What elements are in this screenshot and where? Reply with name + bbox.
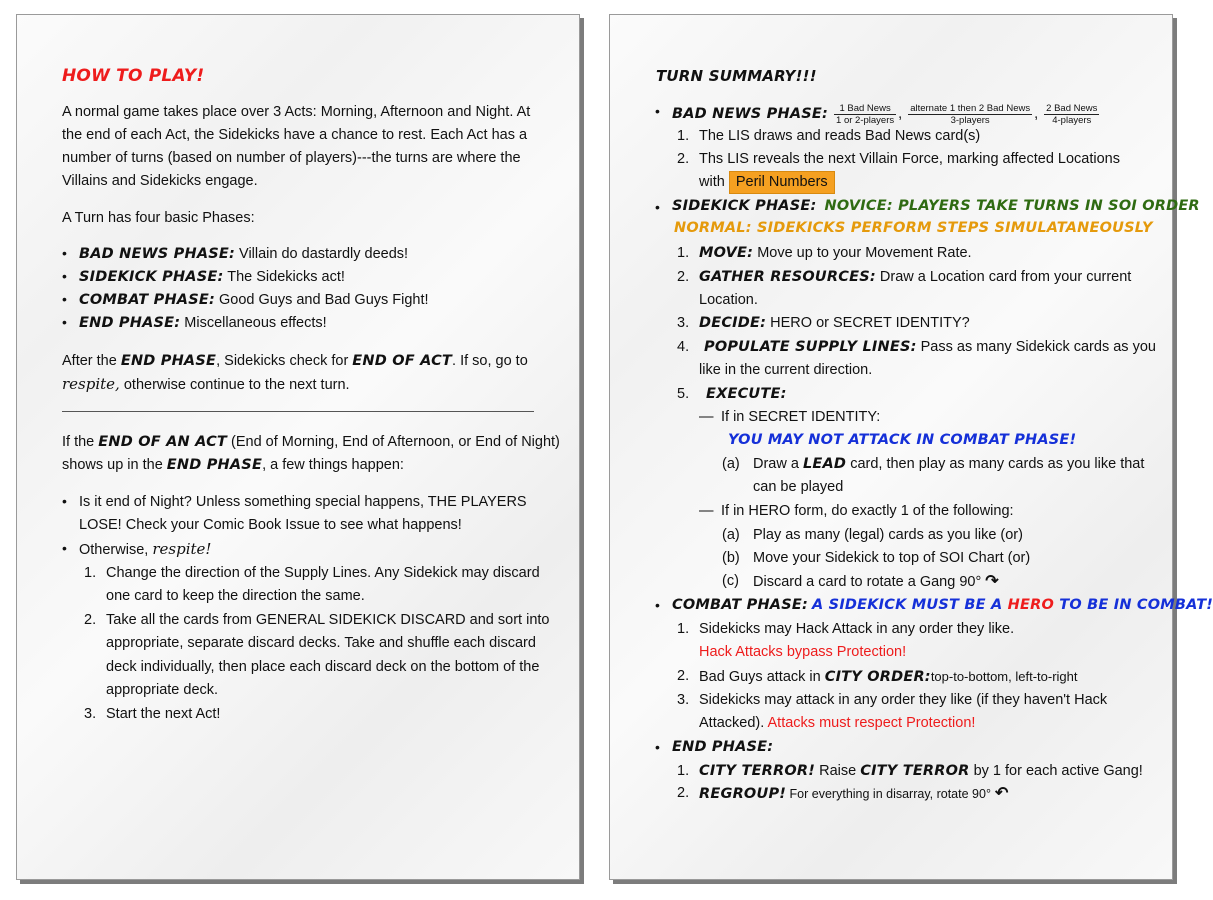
step-text: Take all the cards from GENERAL SIDEKICK DISCARD and sort into bbox=[106, 612, 550, 628]
draw-lead-line: Draw a LEAD card, then play as many cards as you like that bbox=[753, 456, 1145, 472]
step-number: 1. bbox=[677, 621, 690, 637]
combat-step: Sidekicks may attack in any order they like (if they haven't Hack bbox=[699, 692, 1108, 708]
normal-rule: NORMAL: SIDEKICKS PERFORM STEPS SIMULATANEOUSLY bbox=[674, 220, 1153, 236]
phase-desc: Miscellaneous effects! bbox=[180, 315, 327, 331]
move-step: MOVE: Move up to your Movement Rate. bbox=[699, 245, 972, 261]
phase-item bbox=[79, 312, 327, 335]
step-number: 1. bbox=[677, 763, 690, 779]
page-title: TURN SUMMARY!!! bbox=[656, 67, 817, 85]
after-line-2: respite, otherwise continue to the next turn. bbox=[62, 375, 350, 393]
page-title: HOW TO PLAY! bbox=[62, 66, 205, 86]
phase-item bbox=[79, 243, 408, 266]
novice-rule: NOVICE: PLAYERS TAKE TURNS IN SOI ORDER bbox=[824, 198, 1200, 214]
rotate-right-icon: ↷ bbox=[985, 573, 999, 590]
step-number: 2. bbox=[84, 612, 97, 628]
divider bbox=[62, 411, 534, 412]
intro-line: the end of each Act, the Sidekicks have a chance to rest. Each Act has a bbox=[62, 127, 528, 143]
gather-step: GATHER RESOURCES: Draw a Location card from your current bbox=[699, 269, 1132, 285]
step-number: 2. bbox=[677, 668, 690, 684]
step-number: 1. bbox=[677, 128, 690, 144]
phase-desc: Good Guys and Bad Guys Fight! bbox=[214, 292, 429, 308]
step-number: 3. bbox=[677, 315, 690, 331]
step-text: appropriate, separate discard decks. Take and shuffle each discard bbox=[106, 635, 536, 651]
phase-name: COMBAT PHASE: bbox=[79, 292, 215, 308]
bad-news-label: BAD NEWS PHASE: bbox=[672, 106, 829, 122]
intro-line: Villains and Sidekicks engage. bbox=[62, 173, 258, 189]
bullet: • bbox=[655, 739, 660, 755]
sidekick-label: SIDEKICK PHASE: bbox=[672, 198, 817, 214]
combat-step: Sidekicks may Hack Attack in any order they like. bbox=[699, 621, 1015, 637]
end-act-line: If the END OF AN ACT (End of Morning, End of Afternoon, or End of Night) bbox=[62, 434, 560, 450]
execute-step: EXECUTE: bbox=[706, 386, 787, 402]
end-of-act-term: END OF ACT bbox=[352, 353, 453, 369]
city-order-term: CITY ORDER: bbox=[824, 669, 931, 685]
phases-intro: A Turn has four basic Phases: bbox=[62, 210, 255, 226]
option-letter: (a) bbox=[722, 527, 740, 543]
step-number: 3. bbox=[84, 706, 97, 722]
dash: — bbox=[699, 409, 714, 425]
option-letter: (c) bbox=[722, 573, 739, 589]
city-terror-step: CITY TERROR! Raise CITY TERROR by 1 for each active Gang! bbox=[699, 763, 1143, 779]
combat-phase: COMBAT PHASE: A SIDEKICK MUST BE A HERO TO BE IN COMBAT! bbox=[672, 597, 1213, 613]
bad-news-phase: BAD NEWS PHASE: $\frac{\text{1 Bad News}}{\text{1 or 2-players}}$ , $\frac{\text{alternate 1 then 2 Bad News}}{\text{3-players}}$ , $\frac{\text{2 Bad News}}{\text{4-players}}$ bbox=[672, 102, 1098, 126]
end-phase-term: END PHASE bbox=[120, 353, 217, 369]
step-number: 2. bbox=[677, 785, 690, 801]
step-text: Ths LIS reveals the next Villain Force, marking affected Locations bbox=[699, 151, 1120, 167]
phase-name: END PHASE: bbox=[79, 315, 181, 331]
populate-step-2: like in the current direction. bbox=[699, 362, 873, 378]
step-number: 2. bbox=[677, 151, 690, 167]
bullet: • bbox=[62, 540, 67, 556]
hero-option: Discard a card to rotate a Gang 90° ↷ bbox=[753, 570, 999, 594]
bullet: • bbox=[62, 245, 67, 261]
step-text: Change the direction of the Supply Lines. Any Sidekick may discard bbox=[106, 565, 540, 581]
protection-note: Attacks must respect Protection! bbox=[767, 715, 976, 731]
night-line: LOSE! Check your Comic Book Issue to see what happens! bbox=[79, 517, 462, 533]
step-number: 4. bbox=[677, 339, 690, 355]
left-page bbox=[16, 14, 580, 880]
bullet: • bbox=[62, 493, 67, 509]
otherwise-line: Otherwise, respite! bbox=[79, 540, 212, 558]
combat-step-2: Attacked). Attacks must respect Protection! bbox=[699, 715, 976, 731]
hero-option: Play as many (legal) cards as you like (or) bbox=[753, 527, 1023, 543]
hero-option: Move your Sidekick to top of SOI Chart (or) bbox=[753, 550, 1031, 566]
bullet: • bbox=[655, 103, 660, 119]
peril-line: with Peril Numbers bbox=[699, 171, 835, 194]
phase-name: BAD NEWS PHASE: bbox=[79, 246, 236, 262]
draw-lead-line-2: can be played bbox=[753, 479, 844, 495]
night-line: Is it end of Night? Unless something special happens, THE PLAYERS bbox=[79, 494, 527, 510]
option-letter: (b) bbox=[722, 550, 740, 566]
step-number: 2. bbox=[677, 269, 690, 285]
option-letter: (a) bbox=[722, 456, 740, 472]
combat-step: Bad Guys attack in CITY ORDER:top-to-bottom, left-to-right bbox=[699, 669, 1078, 685]
end-phase-label: END PHASE: bbox=[672, 739, 774, 755]
bullet: • bbox=[62, 268, 67, 284]
respite-term: respite! bbox=[152, 540, 212, 558]
intro-line: A normal game takes place over 3 Acts: Morning, Afternoon and Night. At bbox=[62, 104, 531, 120]
step-number: 1. bbox=[84, 565, 97, 581]
secret-identity-line: If in SECRET IDENTITY: bbox=[721, 409, 881, 425]
bullet: • bbox=[62, 291, 67, 307]
end-phase-term: END PHASE bbox=[166, 457, 263, 473]
step-text: one card to keep the direction the same. bbox=[106, 588, 365, 604]
phase-item bbox=[79, 266, 345, 289]
right-page bbox=[609, 14, 1213, 880]
fraction: $\frac{\text{alternate 1 then 2 Bad News}}{\text{3-players}}$ bbox=[910, 102, 1031, 126]
phase-name: SIDEKICK PHASE: bbox=[79, 269, 224, 285]
end-act-line-2: shows up in the END PHASE, a few things happen: bbox=[62, 457, 404, 473]
rotate-left-icon: ↶ bbox=[994, 785, 1009, 802]
hero-term: HERO bbox=[1007, 597, 1055, 613]
decide-step: DECIDE: HERO or SECRET IDENTITY? bbox=[699, 315, 970, 331]
combat-label: COMBAT PHASE: bbox=[672, 597, 808, 613]
fraction: $\frac{\text{2 Bad News}}{\text{4-players}}$ bbox=[1046, 102, 1098, 126]
step-text: appropriate deck. bbox=[106, 682, 219, 698]
dash: — bbox=[699, 503, 714, 519]
hack-note: Hack Attacks bypass Protection! bbox=[699, 644, 907, 660]
fraction: $\frac{\text{1 Bad News}}{\text{1 or 2-players}}$ bbox=[836, 102, 895, 126]
after-line: After the END PHASE, Sidekicks check for END OF ACT. If so, go to bbox=[62, 353, 528, 369]
step-number: 5. bbox=[677, 386, 690, 402]
peril-numbers-badge: Peril Numbers bbox=[729, 171, 835, 194]
regroup-step: REGROUP! For everything in disarray, rotate 90° ↶ bbox=[699, 782, 1008, 806]
phase-item bbox=[79, 289, 429, 312]
gather-step-2: Location. bbox=[699, 292, 758, 308]
end-of-an-act-term: END OF AN ACT bbox=[98, 434, 227, 450]
bullet: • bbox=[655, 199, 660, 215]
step-text: Start the next Act! bbox=[106, 706, 221, 722]
step-text: The LIS draws and reads Bad News card(s) bbox=[699, 128, 981, 144]
no-attack-note: YOU MAY NOT ATTACK IN COMBAT PHASE! bbox=[728, 432, 1077, 448]
intro-line: number of turns (based on number of players)---the turns are where the bbox=[62, 150, 521, 166]
step-text: deck individually, then place each discard deck on the bottom of the bbox=[106, 659, 540, 675]
step-number: 3. bbox=[677, 692, 690, 708]
populate-step: POPULATE SUPPLY LINES: Pass as many Sidekick cards as you bbox=[704, 339, 1156, 355]
bullet: • bbox=[655, 597, 660, 613]
phase-desc: The Sidekicks act! bbox=[223, 269, 345, 285]
bullet: • bbox=[62, 314, 67, 330]
step-number: 1. bbox=[677, 245, 690, 261]
lead-term: LEAD bbox=[802, 456, 847, 472]
respite-term: respite, bbox=[62, 375, 120, 393]
phase-desc: Villain do dastardly deeds! bbox=[235, 246, 409, 262]
hero-form-line: If in HERO form, do exactly 1 of the following: bbox=[721, 503, 1014, 519]
sidekick-phase bbox=[672, 195, 1200, 218]
